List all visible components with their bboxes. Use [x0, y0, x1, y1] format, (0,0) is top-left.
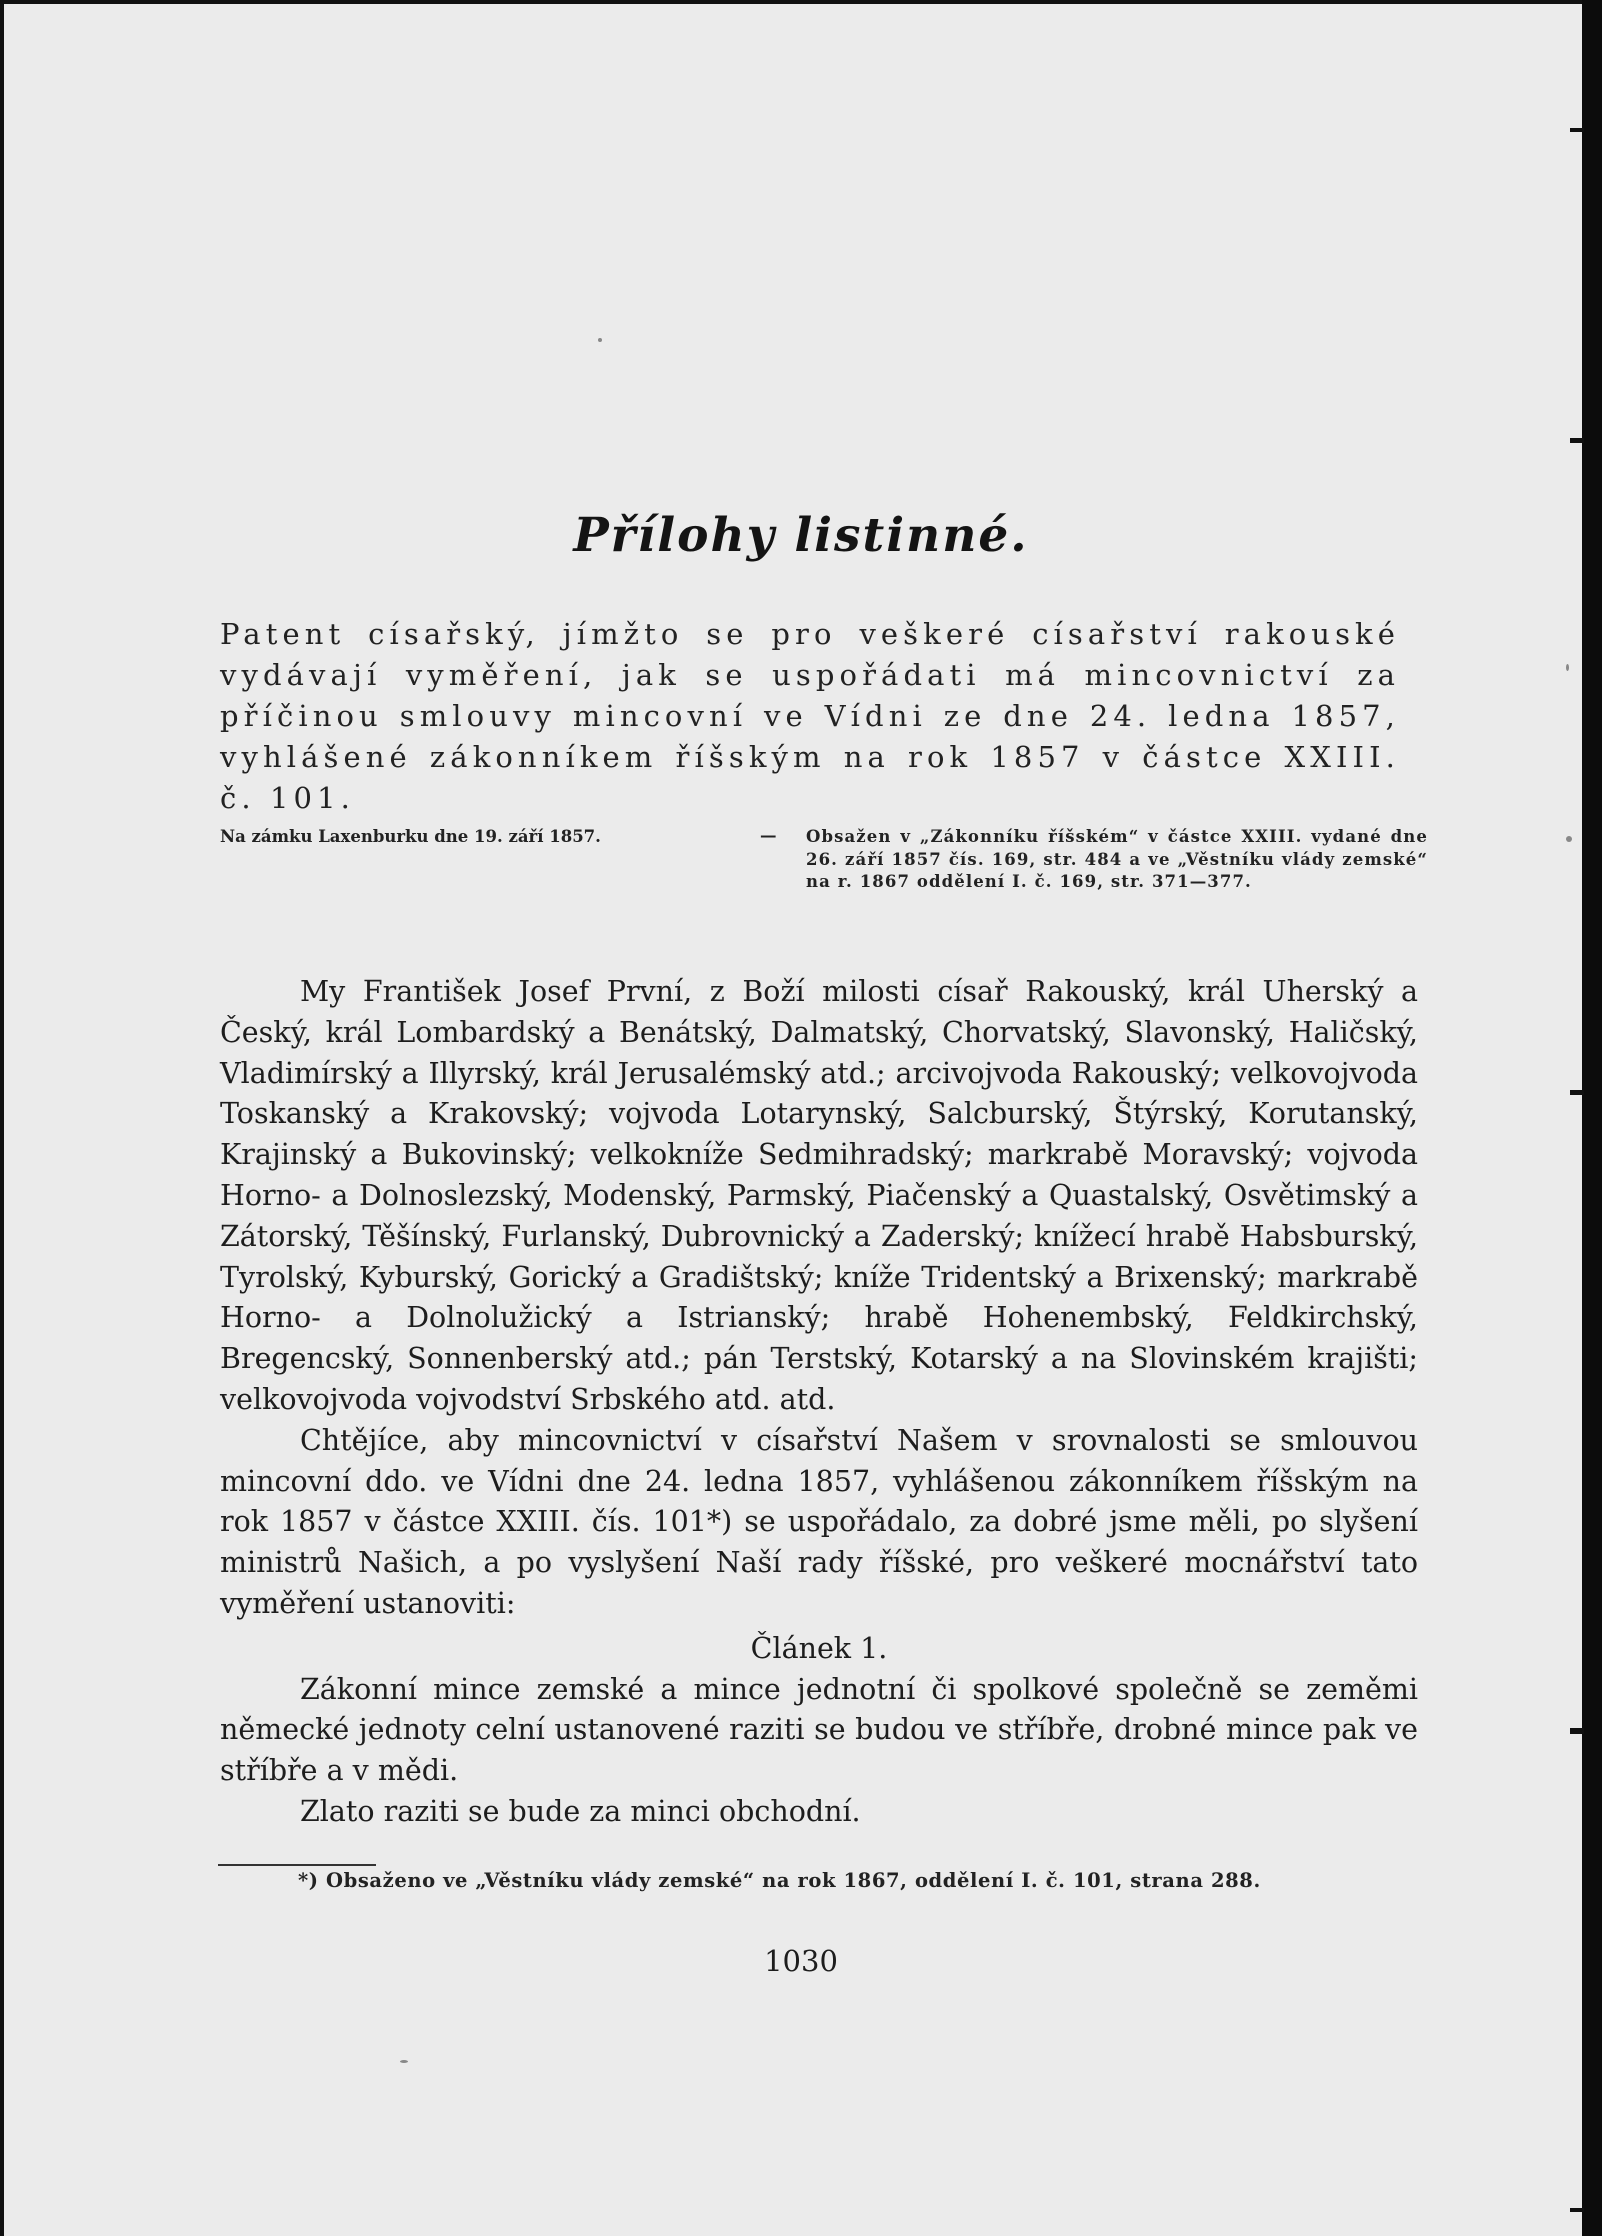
scan-speck — [1566, 664, 1569, 671]
publication-note: Obsažen v „Zákonníku říšském“ v částce XXIII. vydané dne 26. září 1857 čís. 169, str. 484 a ve „Věstníku vlády zemské“ na r. 1867 oddělení I. č. 169, str. 371—377. — [806, 827, 1428, 891]
scan-border-left — [0, 0, 4, 2236]
scan-mark — [1570, 438, 1584, 443]
scan-speck — [1566, 836, 1572, 842]
scan-mark — [1570, 1728, 1584, 1734]
scan-border-top — [0, 0, 1602, 4]
article-paragraph: Zlato raziti se bude za minci obchodní. — [300, 1794, 861, 1828]
document-body — [220, 972, 1418, 1833]
scan-speck — [400, 2060, 408, 2063]
page-heading: Přílohy listinné. — [573, 508, 1029, 563]
dateline: Na zámku Laxenburku dne 19. září 1857. — [220, 827, 601, 846]
footnote-rule — [218, 1864, 376, 1866]
footnote: *) Obsaženo ve „Věstníku vlády zemské“ na rok 1867, oddělení I. č. 101, strana 288. — [298, 1869, 1261, 1892]
scan-mark — [1570, 1090, 1584, 1095]
article-paragraph: Zákonní mince zemské a mince jednotní či spolkové společně se zeměmi německé jednoty celní ustanovené raziti se budou ve stříbře, drobné mince pak ve stříbře a v mědi. — [220, 1672, 1418, 1788]
page-number: 1030 — [764, 1944, 838, 1978]
scan-mark — [1570, 128, 1584, 132]
preamble-paragraph: My František Josef První, z Boží milosti císař Rakouský, král Uherský a Český, král Lombardský a Benátský, Dalmatský, Chorvatský, Slavonský, Haličský, Vladimírský a Illyrský, král Jerusalémský atd.; arcivojvoda Rakouský; velkovojvoda Toskanský a Krakovský; vojvoda Lotarynský, Salcburský, Štýrský, Korutanský, Krajinský a Bukovinský; velkokníže Sedmihradský; markrabě Moravský; vojvoda Horno- a Dolnoslezský, Modenský, Parmský, Piačenský a Quastalský, Osvětimský a Zátorský, Těšínský, Furlanský, Dubrovnický a Zaderský; knížecí hrabě Habsburský, Tyrolský, Kyburský, Gorický a Gradištský; kníže Tridentský a Brixenský; markrabě Horno- a Dolnolužický a Istrianský; hrabě Hohenembský, Feldkirchský, Bregencský, Sonnenberský atd.; pán Terstský, Kotarský a na Slovinském krajišti; velkovojvoda vojvodství Srbského atd. atd. — [220, 975, 1418, 1416]
scan-border-right — [1582, 0, 1602, 2236]
intent-paragraph: Chtějíce, aby mincovnictví v císařství Našem v srovnalosti se smlouvou mincovní ddo. ve Vídni dne 24. ledna 1857, vyhlášenou zákonníkem říšským na rok 1857 v částce XXIII. čís. 101*) se uspořádalo, za dobré jsme měli, po slyšení ministrů Našich, a po vyslyšení Naší rady říšské, pro veškeré mocnářství tato vyměření ustanoviti: — [220, 1423, 1418, 1620]
dateline-dash: — — [760, 826, 777, 845]
patent-title: Patent císařský, jímžto se pro veškeré císařství rakouské vydávají vyměření, jak se uspořádati má mincovnictví za příčinou smlouvy mincovní ve Vídni ze dne 24. ledna 1857, vyhlášené zákonníkem říšským na rok 1857 v částce XXIII. č. 101. — [220, 617, 1400, 815]
scan-speck — [598, 338, 602, 342]
scan-mark — [1570, 2208, 1584, 2212]
article-title: Článek 1. — [750, 1631, 888, 1665]
